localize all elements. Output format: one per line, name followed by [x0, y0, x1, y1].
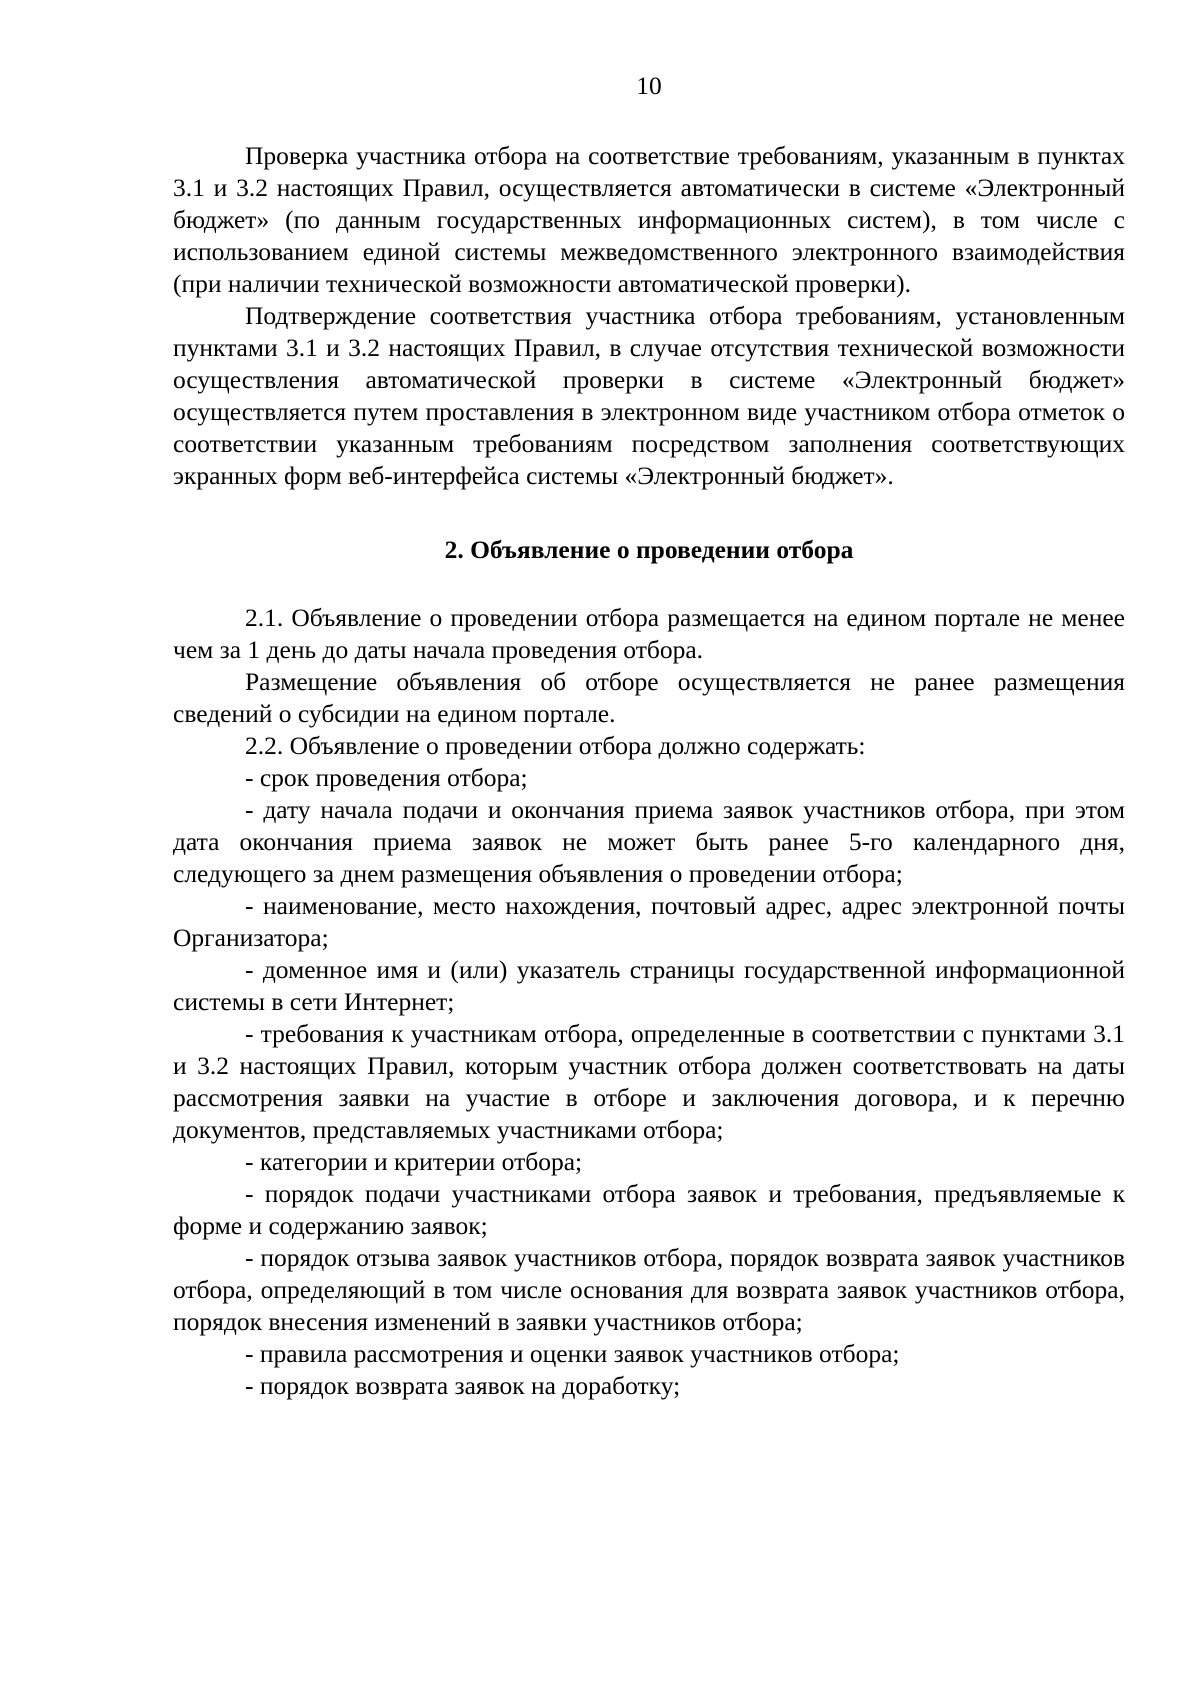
- paragraph-2-2: 2.2. Объявление о проведении отбора должно содержать:: [245, 731, 866, 760]
- page-number: 10: [636, 71, 662, 100]
- list-item-organizer: - наименование, место нахождения, почтовый адрес, адрес электронной почты Организатора;: [173, 891, 1125, 952]
- list-item-requirements: - требования к участникам отбора, определенные в соответствии с пунктами 3.1 и 3.2 настоящих Правил, которым участник отбора должен соответствовать на даты рассмотрения заявки на участие в отборе и заключения договора, и к перечню документов, представляемых участниками отбора;: [173, 1019, 1125, 1144]
- paragraph-manual-confirmation: Подтверждение соответствия участника отбора требованиям, установленным пунктами 3.1 и 3.2 настоящих Правил, в случае отсутствия технической возможности осуществления автоматической проверки в системе «Электронный бюджет» осуществляется путем проставления в электронном виде участником отбора отметок о соответствии указанным требованиям посредством заполнения соответствующих экранных форм веб-интерфейса системы «Электронный бюджет».: [173, 301, 1125, 490]
- list-item-review-rules: - правила рассмотрения и оценки заявок участников отбора;: [245, 1339, 900, 1368]
- list-item-term: - срок проведения отбора;: [245, 763, 528, 792]
- section-heading: 2. Объявление о проведении отбора: [444, 535, 854, 564]
- document-page: [173, 70, 1125, 1402]
- paragraph-2-1: 2.1. Объявление о проведении отбора размещается на едином портале не менее чем за 1 день до даты начала проведения отбора.: [173, 603, 1125, 664]
- list-item-domain: - доменное имя и (или) указатель страницы государственной информационной системы в сети Интернет;: [173, 955, 1125, 1016]
- list-item-withdrawal: - порядок отзыва заявок участников отбора, порядок возврата заявок участников отбора, определяющий в том числе основания для возврата заявок участников отбора, порядок внесения изменений в заявки участников отбора;: [173, 1243, 1125, 1336]
- list-item-submission: - порядок подачи участниками отбора заявок и требования, предъявляемые к форме и содержанию заявок;: [173, 1179, 1125, 1240]
- list-item-return: - порядок возврата заявок на доработку;: [245, 1371, 681, 1400]
- list-item-dates: - дату начала подачи и окончания приема заявок участников отбора, при этом дата окончания приема заявок не может быть ранее 5-го календарного дня, следующего за днем размещения объявления о проведении отбора;: [173, 795, 1125, 888]
- paragraph-placement: Размещение объявления об отборе осуществляется не ранее размещения сведений о субсидии на едином портале.: [173, 667, 1125, 728]
- paragraph-auto-check: Проверка участника отбора на соответствие требованиям, указанным в пунктах 3.1 и 3.2 настоящих Правил, осуществляется автоматически в системе «Электронный бюджет» (по данным государственных информационных систем), в том числе с использованием единой системы межведомственного электронного взаимодействия (при наличии технической возможности автоматической проверки).: [173, 141, 1125, 298]
- list-item-categories: - категории и критерии отбора;: [245, 1147, 583, 1176]
